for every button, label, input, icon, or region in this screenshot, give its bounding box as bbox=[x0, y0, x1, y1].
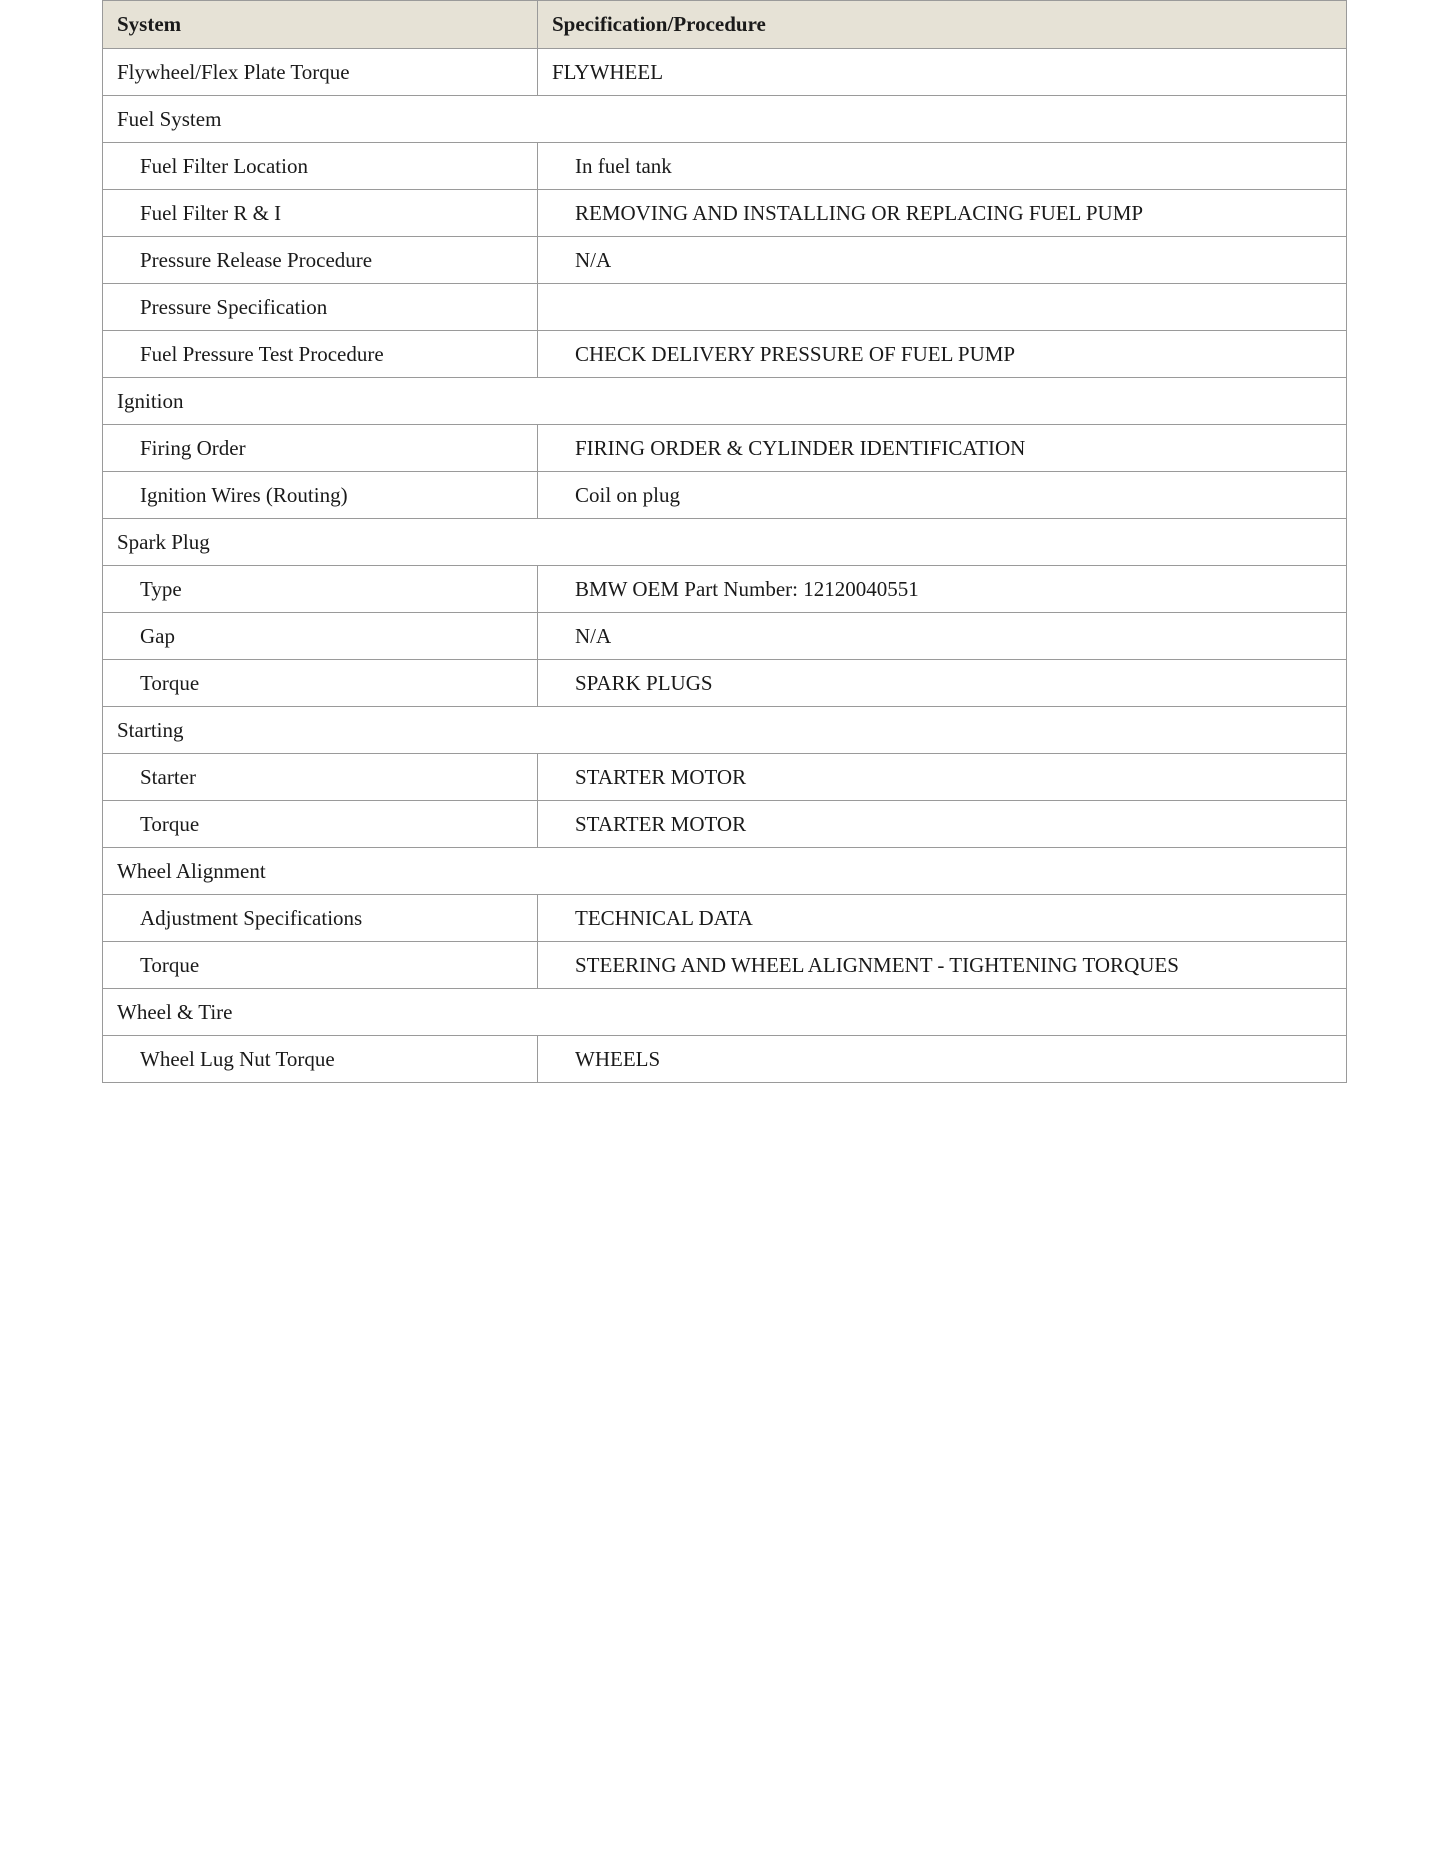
table-header bbox=[103, 1, 1347, 49]
specification-cell: WHEELS bbox=[538, 1036, 1347, 1083]
table-row bbox=[103, 190, 1347, 237]
system-cell: Torque bbox=[103, 660, 538, 707]
system-cell: Fuel Pressure Test Procedure bbox=[103, 331, 538, 378]
specification-cell bbox=[538, 284, 1347, 331]
section-row-spark-plug bbox=[103, 519, 1347, 566]
section-heading: Wheel Alignment bbox=[103, 848, 1347, 895]
table-row bbox=[103, 49, 1347, 96]
table-row bbox=[103, 143, 1347, 190]
specification-cell: FIRING ORDER & CYLINDER IDENTIFICATION bbox=[538, 425, 1347, 472]
specification-cell: FLYWHEEL bbox=[538, 49, 1347, 96]
section-row-ignition bbox=[103, 378, 1347, 425]
specification-cell: STARTER MOTOR bbox=[538, 754, 1347, 801]
section-row-wheel-alignment bbox=[103, 848, 1347, 895]
table-row bbox=[103, 801, 1347, 848]
table-row bbox=[103, 754, 1347, 801]
specification-cell: Coil on plug bbox=[538, 472, 1347, 519]
system-cell: Torque bbox=[103, 942, 538, 989]
specification-cell: STARTER MOTOR bbox=[538, 801, 1347, 848]
section-heading: Fuel System bbox=[103, 96, 1347, 143]
system-cell: Fuel Filter Location bbox=[103, 143, 538, 190]
specification-cell: BMW OEM Part Number: 12120040551 bbox=[538, 566, 1347, 613]
table-row bbox=[103, 566, 1347, 613]
system-cell: Wheel Lug Nut Torque bbox=[103, 1036, 538, 1083]
section-heading: Ignition bbox=[103, 378, 1347, 425]
table-row bbox=[103, 895, 1347, 942]
system-cell: Fuel Filter R & I bbox=[103, 190, 538, 237]
system-cell: Firing Order bbox=[103, 425, 538, 472]
specification-cell: In fuel tank bbox=[538, 143, 1347, 190]
section-row-wheel-and-tire bbox=[103, 989, 1347, 1036]
table-row bbox=[103, 331, 1347, 378]
table-row bbox=[103, 425, 1347, 472]
header-row bbox=[103, 1, 1347, 49]
system-cell: Torque bbox=[103, 801, 538, 848]
table-row bbox=[103, 613, 1347, 660]
system-cell: Pressure Specification bbox=[103, 284, 538, 331]
specification-cell: N/A bbox=[538, 237, 1347, 284]
table-body bbox=[103, 49, 1347, 1083]
system-cell: Type bbox=[103, 566, 538, 613]
table-row bbox=[103, 284, 1347, 331]
specification-cell: STEERING AND WHEEL ALIGNMENT - TIGHTENING TORQUES bbox=[538, 942, 1347, 989]
system-cell: Ignition Wires (Routing) bbox=[103, 472, 538, 519]
section-heading: Starting bbox=[103, 707, 1347, 754]
system-cell: Flywheel/Flex Plate Torque bbox=[103, 49, 538, 96]
system-cell: Starter bbox=[103, 754, 538, 801]
specifications-table bbox=[102, 0, 1347, 1083]
column-header-system: System bbox=[103, 1, 538, 49]
system-cell: Pressure Release Procedure bbox=[103, 237, 538, 284]
specification-cell: N/A bbox=[538, 613, 1347, 660]
section-heading: Spark Plug bbox=[103, 519, 1347, 566]
section-row-starting bbox=[103, 707, 1347, 754]
system-cell: Gap bbox=[103, 613, 538, 660]
table-row bbox=[103, 660, 1347, 707]
specification-cell: SPARK PLUGS bbox=[538, 660, 1347, 707]
specification-cell: CHECK DELIVERY PRESSURE OF FUEL PUMP bbox=[538, 331, 1347, 378]
specification-cell: REMOVING AND INSTALLING OR REPLACING FUEL PUMP bbox=[538, 190, 1347, 237]
table-row bbox=[103, 1036, 1347, 1083]
table-row bbox=[103, 942, 1347, 989]
table-row bbox=[103, 237, 1347, 284]
specification-cell: TECHNICAL DATA bbox=[538, 895, 1347, 942]
column-header-specification: Specification/Procedure bbox=[538, 1, 1347, 49]
section-heading: Wheel & Tire bbox=[103, 989, 1347, 1036]
table-row bbox=[103, 472, 1347, 519]
section-row-fuel-system bbox=[103, 96, 1347, 143]
system-cell: Adjustment Specifications bbox=[103, 895, 538, 942]
